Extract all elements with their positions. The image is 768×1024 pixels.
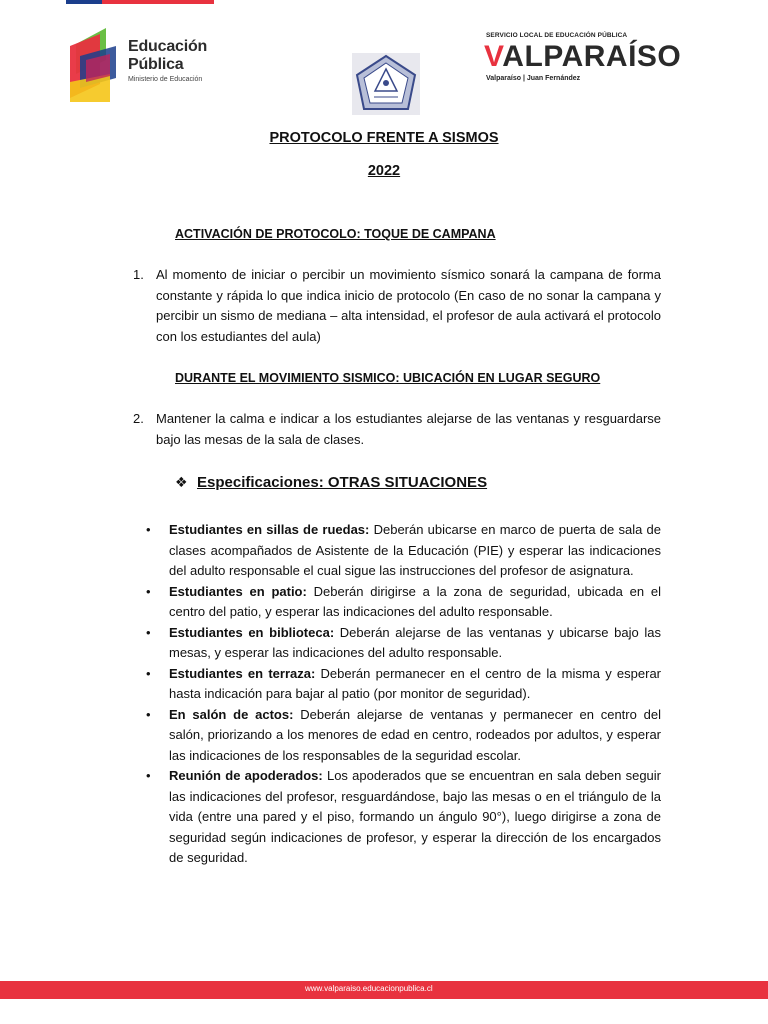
header-accent-bar bbox=[66, 0, 214, 4]
bullet-icon: • bbox=[146, 706, 151, 722]
diamond-bullet-icon: ❖ bbox=[175, 474, 188, 490]
item-number: 1. bbox=[133, 267, 144, 282]
footer-bar bbox=[0, 981, 768, 999]
educacion-publica-logo-icon bbox=[66, 26, 122, 102]
list-item bbox=[146, 520, 661, 582]
list-item-text: Deberán alejarse de las ventanas y ubicarse bajo las mesas, y esperar las indicaciones del adulto responsable. bbox=[169, 624, 661, 660]
list-item-label: Estudiantes en biblioteca: bbox=[169, 624, 335, 640]
section-heading-activation: ACTIVACIÓN DE PROTOCOLO: TOQUE DE CAMPANA bbox=[175, 227, 496, 241]
footer-url-link[interactable]: www.valparaiso.educacionpublica.cl bbox=[305, 984, 433, 993]
bullet-icon: • bbox=[146, 583, 151, 599]
educacion-publica-logo bbox=[66, 26, 236, 102]
list-item bbox=[146, 623, 661, 664]
list-item-label: En salón de actos: bbox=[169, 706, 294, 722]
list-item-text: Deberán dirigirse a la zona de seguridad, ubicada en el centro del patio, y esperar las indicaciones del adulto responsable. bbox=[169, 583, 661, 619]
list-item bbox=[146, 766, 661, 869]
item-text: Al momento de iniciar o percibir un movimiento sísmico sonará la campana de forma constante y rápida lo que indica inicio de protocolo (En caso de no sonar la campana y percibir un sismo de mediana – alta intensidad, el profesor de aula activará el protocolo con los estudiantes del aula) bbox=[156, 267, 661, 344]
list-item-label: Reunión de apoderados: bbox=[169, 768, 323, 783]
specifications-heading bbox=[175, 474, 487, 491]
list-item bbox=[146, 664, 661, 705]
document-year: 2022 bbox=[367, 163, 401, 179]
valparaiso-logo-sub: Valparaíso | Juan Fernández bbox=[486, 75, 581, 82]
list-item-label: Estudiantes en patio: bbox=[169, 583, 307, 599]
list-item-text: Deberán permanecer en el centro de la misma y esperar hasta indicación para bajar al patio (por monitor de seguridad). bbox=[169, 665, 662, 701]
list-item-label: Estudiantes en terraza: bbox=[169, 665, 316, 681]
numbered-item-1 bbox=[133, 265, 661, 347]
numbered-item-2 bbox=[133, 409, 661, 450]
logo-text-ministerio: Ministerio de Educación bbox=[128, 76, 203, 83]
valparaiso-logo-v: V bbox=[484, 40, 503, 73]
valparaiso-logo-wordmark bbox=[484, 40, 681, 74]
valparaiso-logo-rest: ALPARAÍSO bbox=[502, 40, 682, 73]
item-number: 2. bbox=[133, 411, 144, 426]
list-item bbox=[146, 582, 661, 623]
document-title: PROTOCOLO FRENTE A SISMOS bbox=[269, 130, 499, 146]
situations-list bbox=[146, 520, 661, 869]
bullet-icon: • bbox=[146, 768, 151, 783]
logo-text-educacion: Educación bbox=[128, 38, 208, 55]
bullet-icon: • bbox=[146, 522, 151, 537]
list-item-text: Deberán alejarse de ventanas y permanecer en centro del salón, priorizando a los menores de edad en centro, rodeados por adultos, y esperar las indicaciones de los responsables de la seguridad escolar. bbox=[169, 706, 661, 763]
item-text: Mantener la calma e indicar a los estudiantes alejarse de las ventanas y resguardarse bajo las mesas de la sala de clases. bbox=[156, 411, 661, 447]
specifications-heading-label: Especificaciones: OTRAS SITUACIONES bbox=[197, 474, 488, 491]
accent-bar-blue bbox=[66, 0, 102, 4]
accent-bar-red bbox=[102, 0, 214, 4]
logo-text-publica: Pública bbox=[128, 56, 184, 73]
valparaiso-logo-tagline: SERVICIO LOCAL DE EDUCACIÓN PÚBLICA bbox=[486, 32, 628, 39]
list-item bbox=[146, 705, 661, 767]
bullet-icon: • bbox=[146, 624, 151, 640]
list-item-text: Los apoderados que se encuentran en sala deben seguir las indicaciones del profesor, resguardándose, bajo las mesas o en el triángulo de la vida (entre una pared y el piso, formando un ángulo 90°), luego dirigirse a zona de seguridad según indicaciones de profesor, y esperar la dirección de los encargados de seguridad. bbox=[169, 768, 661, 865]
section-heading-during: DURANTE EL MOVIMIENTO SISMICO: UBICACIÓN EN LUGAR SEGURO bbox=[175, 371, 601, 385]
bullet-icon: • bbox=[146, 665, 151, 681]
list-item-label: Estudiantes en sillas de ruedas: bbox=[169, 522, 370, 537]
valparaiso-logo bbox=[484, 30, 704, 90]
school-seal-icon bbox=[352, 53, 420, 115]
list-item-text: Deberán ubicarse en marco de puerta de sala de clases acompañados de Asistente de la Educación (PIE) y esperar las indicaciones del adulto responsable el cual sigue las instrucciones del profesor de asignatura. bbox=[169, 522, 661, 578]
